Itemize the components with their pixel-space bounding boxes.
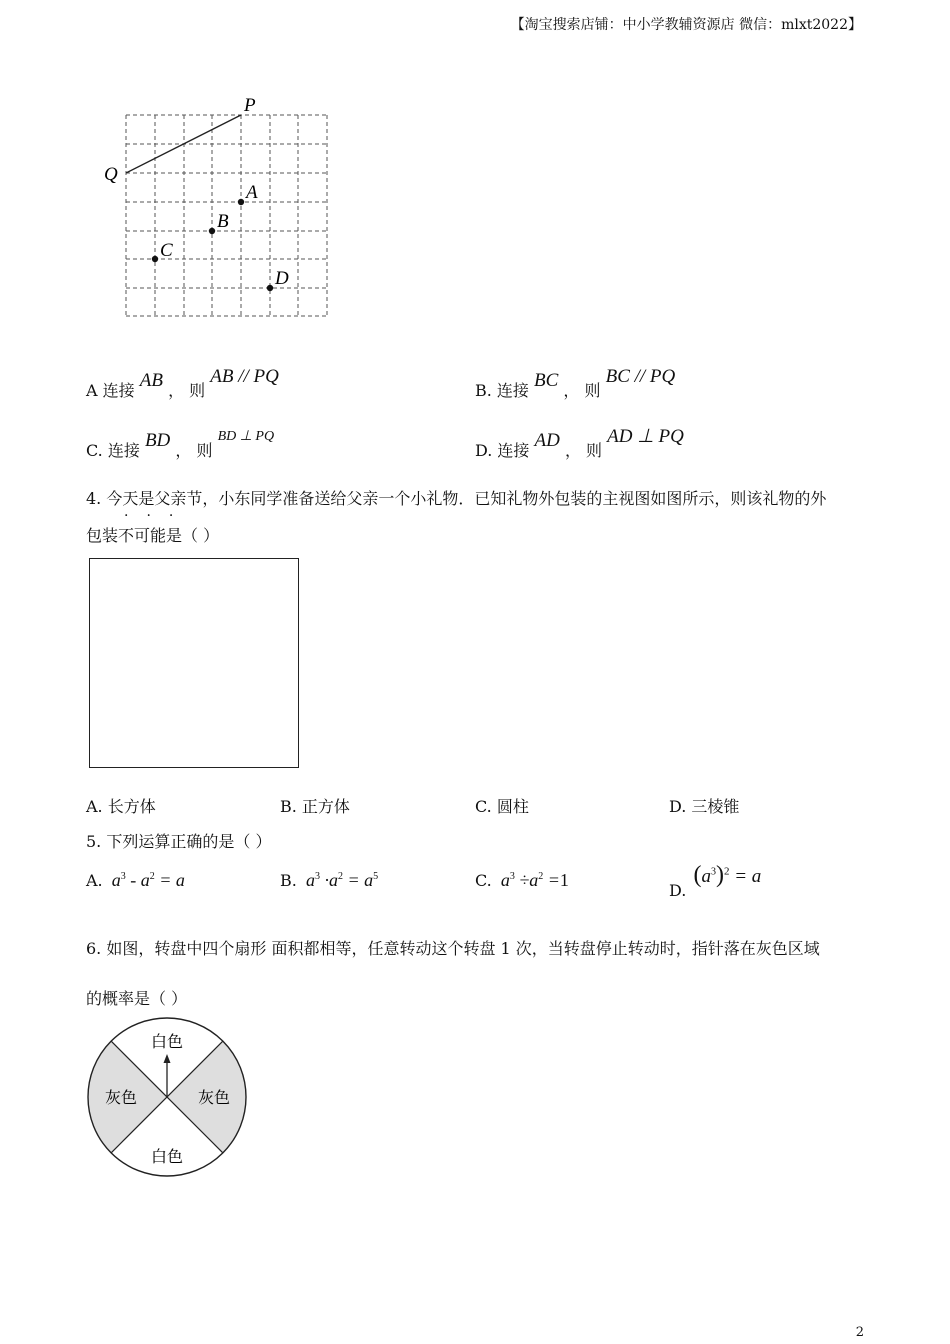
label-right-gray: 灰色 [197,1088,231,1107]
q5-option-d: D. $(a^3)^2 = a$ [669,862,762,900]
q6-stem-line2: 的概率是（ ） [86,989,188,1008]
q5-option-b: B. $a^3 \cdot a^2 = a^5$ [280,870,379,890]
grid-figure [96,92,346,332]
label-left-gray: 灰色 [104,1088,138,1107]
q4-stem-line2: 包装不可能是（ ） [86,526,220,545]
page-number: 2 [855,1325,864,1340]
q5-stem: 5. 下列运算正确的是（ ） [86,832,272,851]
point-d [267,285,273,291]
point-c [152,256,158,262]
point-b [209,228,215,234]
q4-option-b: B. 正方体 [280,797,350,816]
q3-option-b: B. 连接 BC ， 则 BC // PQ [475,366,676,400]
q3-option-c: C. 连接 BD ， 则 BD ⊥ PQ [86,429,275,460]
q3-option-a: A 连接 AB ， 则 AB // PQ [86,366,279,400]
label-c: C [160,240,173,261]
label-bottom-white: 白色 [150,1147,184,1166]
q4-emphasis-dots: ··· [124,508,192,524]
point-a [238,199,244,205]
q4-option-d: D. 三棱锥 [669,797,740,816]
spinner [86,1016,250,1180]
q4-stem-line1: 4. 今天是父亲节，小东同学准备送给父亲一个小礼物．已知礼物外包装的主视图如图所示，则该礼物的外 [86,489,827,508]
label-top-white: 白色 [150,1032,184,1051]
q5-option-c: C. $a^3 \div a^2 =1$ [475,870,569,890]
label-p: P [244,95,256,116]
label-d: D [275,268,289,289]
label-b: B [217,211,229,232]
q6-stem-line1: 6. 如图，转盘中四个扇形 面积都相等，任意转动这个转盘 1 次，当转盘停止转动时，指针落在灰色区域 [86,939,820,958]
q5-option-a: A. $a^3 - a^2 = a$ [86,870,185,890]
label-a: A [246,182,258,203]
label-q: Q [104,164,118,185]
q4-option-a: A. 长方体 [86,797,156,816]
q4-option-c: C. 圆柱 [475,797,529,816]
q3-option-d: D. 连接 AD ， 则 AD ⊥ PQ [475,426,684,460]
front-view-square [89,558,299,768]
page-header: 【淘宝搜索店铺：中小学教辅资源店 微信：mlxt2022】 [510,17,862,33]
